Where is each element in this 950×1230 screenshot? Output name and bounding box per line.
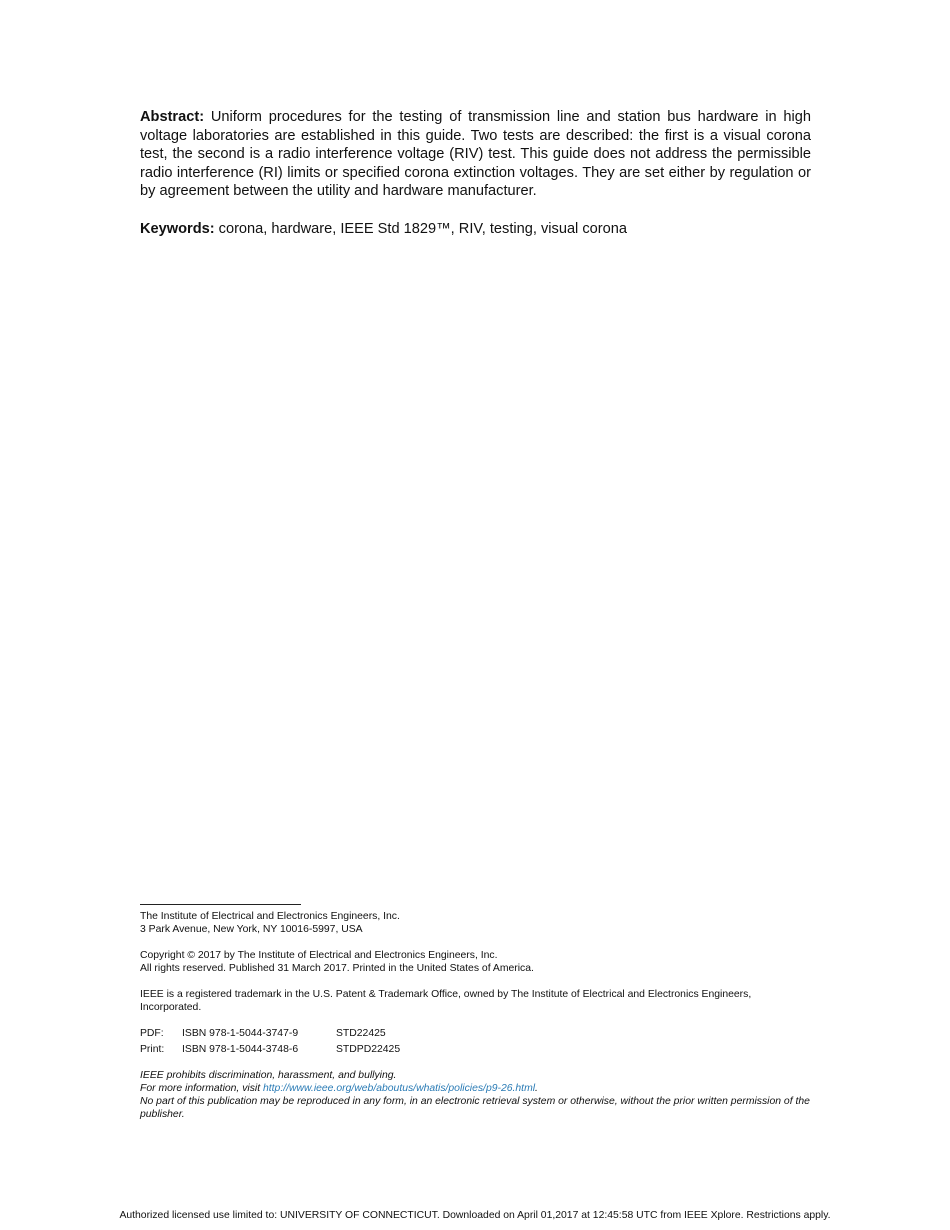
policy-statement: IEEE prohibits discrimination, harassment, and bullying.	[140, 1070, 397, 1081]
keywords-paragraph	[140, 220, 811, 239]
abstract-paragraph	[140, 108, 811, 201]
isbn-number: ISBN 978-1-5044-3748-6	[182, 1043, 299, 1055]
isbn-code: STDPD22425	[336, 1043, 401, 1055]
isbn-type: PDF:	[140, 1028, 164, 1040]
publisher-address: 3 Park Avenue, New York, NY 10016-5997, USA	[140, 924, 363, 936]
rights-line: All rights reserved. Published 31 March 2017. Printed in the United States of America.	[140, 963, 534, 975]
keywords-text: corona, hardware, IEEE Std 1829™, RIV, testing, visual corona	[214, 221, 627, 237]
isbn-type: Print:	[140, 1043, 165, 1055]
policy-info-prefix: For more information, visit	[140, 1083, 263, 1095]
policy-info-line	[140, 1082, 812, 1095]
reproduction-notice: No part of this publication may be reproduced in any form, in an electronic retrieval system or otherwise, without the prior written permission of the publisher.	[140, 1096, 810, 1121]
isbn-number: ISBN 978-1-5044-3747-9	[182, 1028, 299, 1040]
policy-info-suffix: .	[535, 1083, 538, 1095]
isbn-block	[140, 1026, 812, 1057]
trademark-text: IEEE is a registered trademark in the U.S. Patent & Trademark Office, owned by The Institute of Electrical and Electronics Engineers, Incorporated.	[140, 989, 752, 1014]
abstract-label: Abstract:	[140, 109, 205, 125]
isbn-row-pdf	[140, 1026, 812, 1041]
publisher-name: The Institute of Electrical and Electronics Engineers, Inc.	[140, 911, 400, 922]
keywords-label: Keywords:	[140, 221, 215, 237]
policy-block	[140, 1069, 812, 1121]
trademark-block	[140, 988, 812, 1014]
isbn-row-print	[140, 1041, 812, 1056]
authorized-use-footer: Authorized licensed use limited to: UNIVERSITY OF CONNECTICUT. Downloaded on April 01,2017 at 12:45:58 UTC from IEEE Xplore. Restrictions apply.	[119, 1210, 831, 1221]
abstract-text: Uniform procedures for the testing of transmission line and station bus hardware in high voltage laboratories are established in this guide. Two tests are described: the first is a visual corona test, the second is a radio interference voltage (RIV) test. This guide does not address the permissible radio interference (RI) limits or specified corona extinction voltages. They are set either by regulation or by agreement between the utility and hardware manufacturer.	[140, 109, 811, 200]
copyright-block	[140, 949, 812, 975]
copyright-line: Copyright © 2017 by The Institute of Electrical and Electronics Engineers, Inc.	[140, 950, 498, 961]
publisher-block	[140, 910, 812, 936]
isbn-code: STD22425	[336, 1028, 386, 1040]
footnote-divider	[140, 904, 301, 905]
policy-link[interactable]: http://www.ieee.org/web/aboutus/whatis/policies/p9-26.html	[263, 1083, 536, 1095]
